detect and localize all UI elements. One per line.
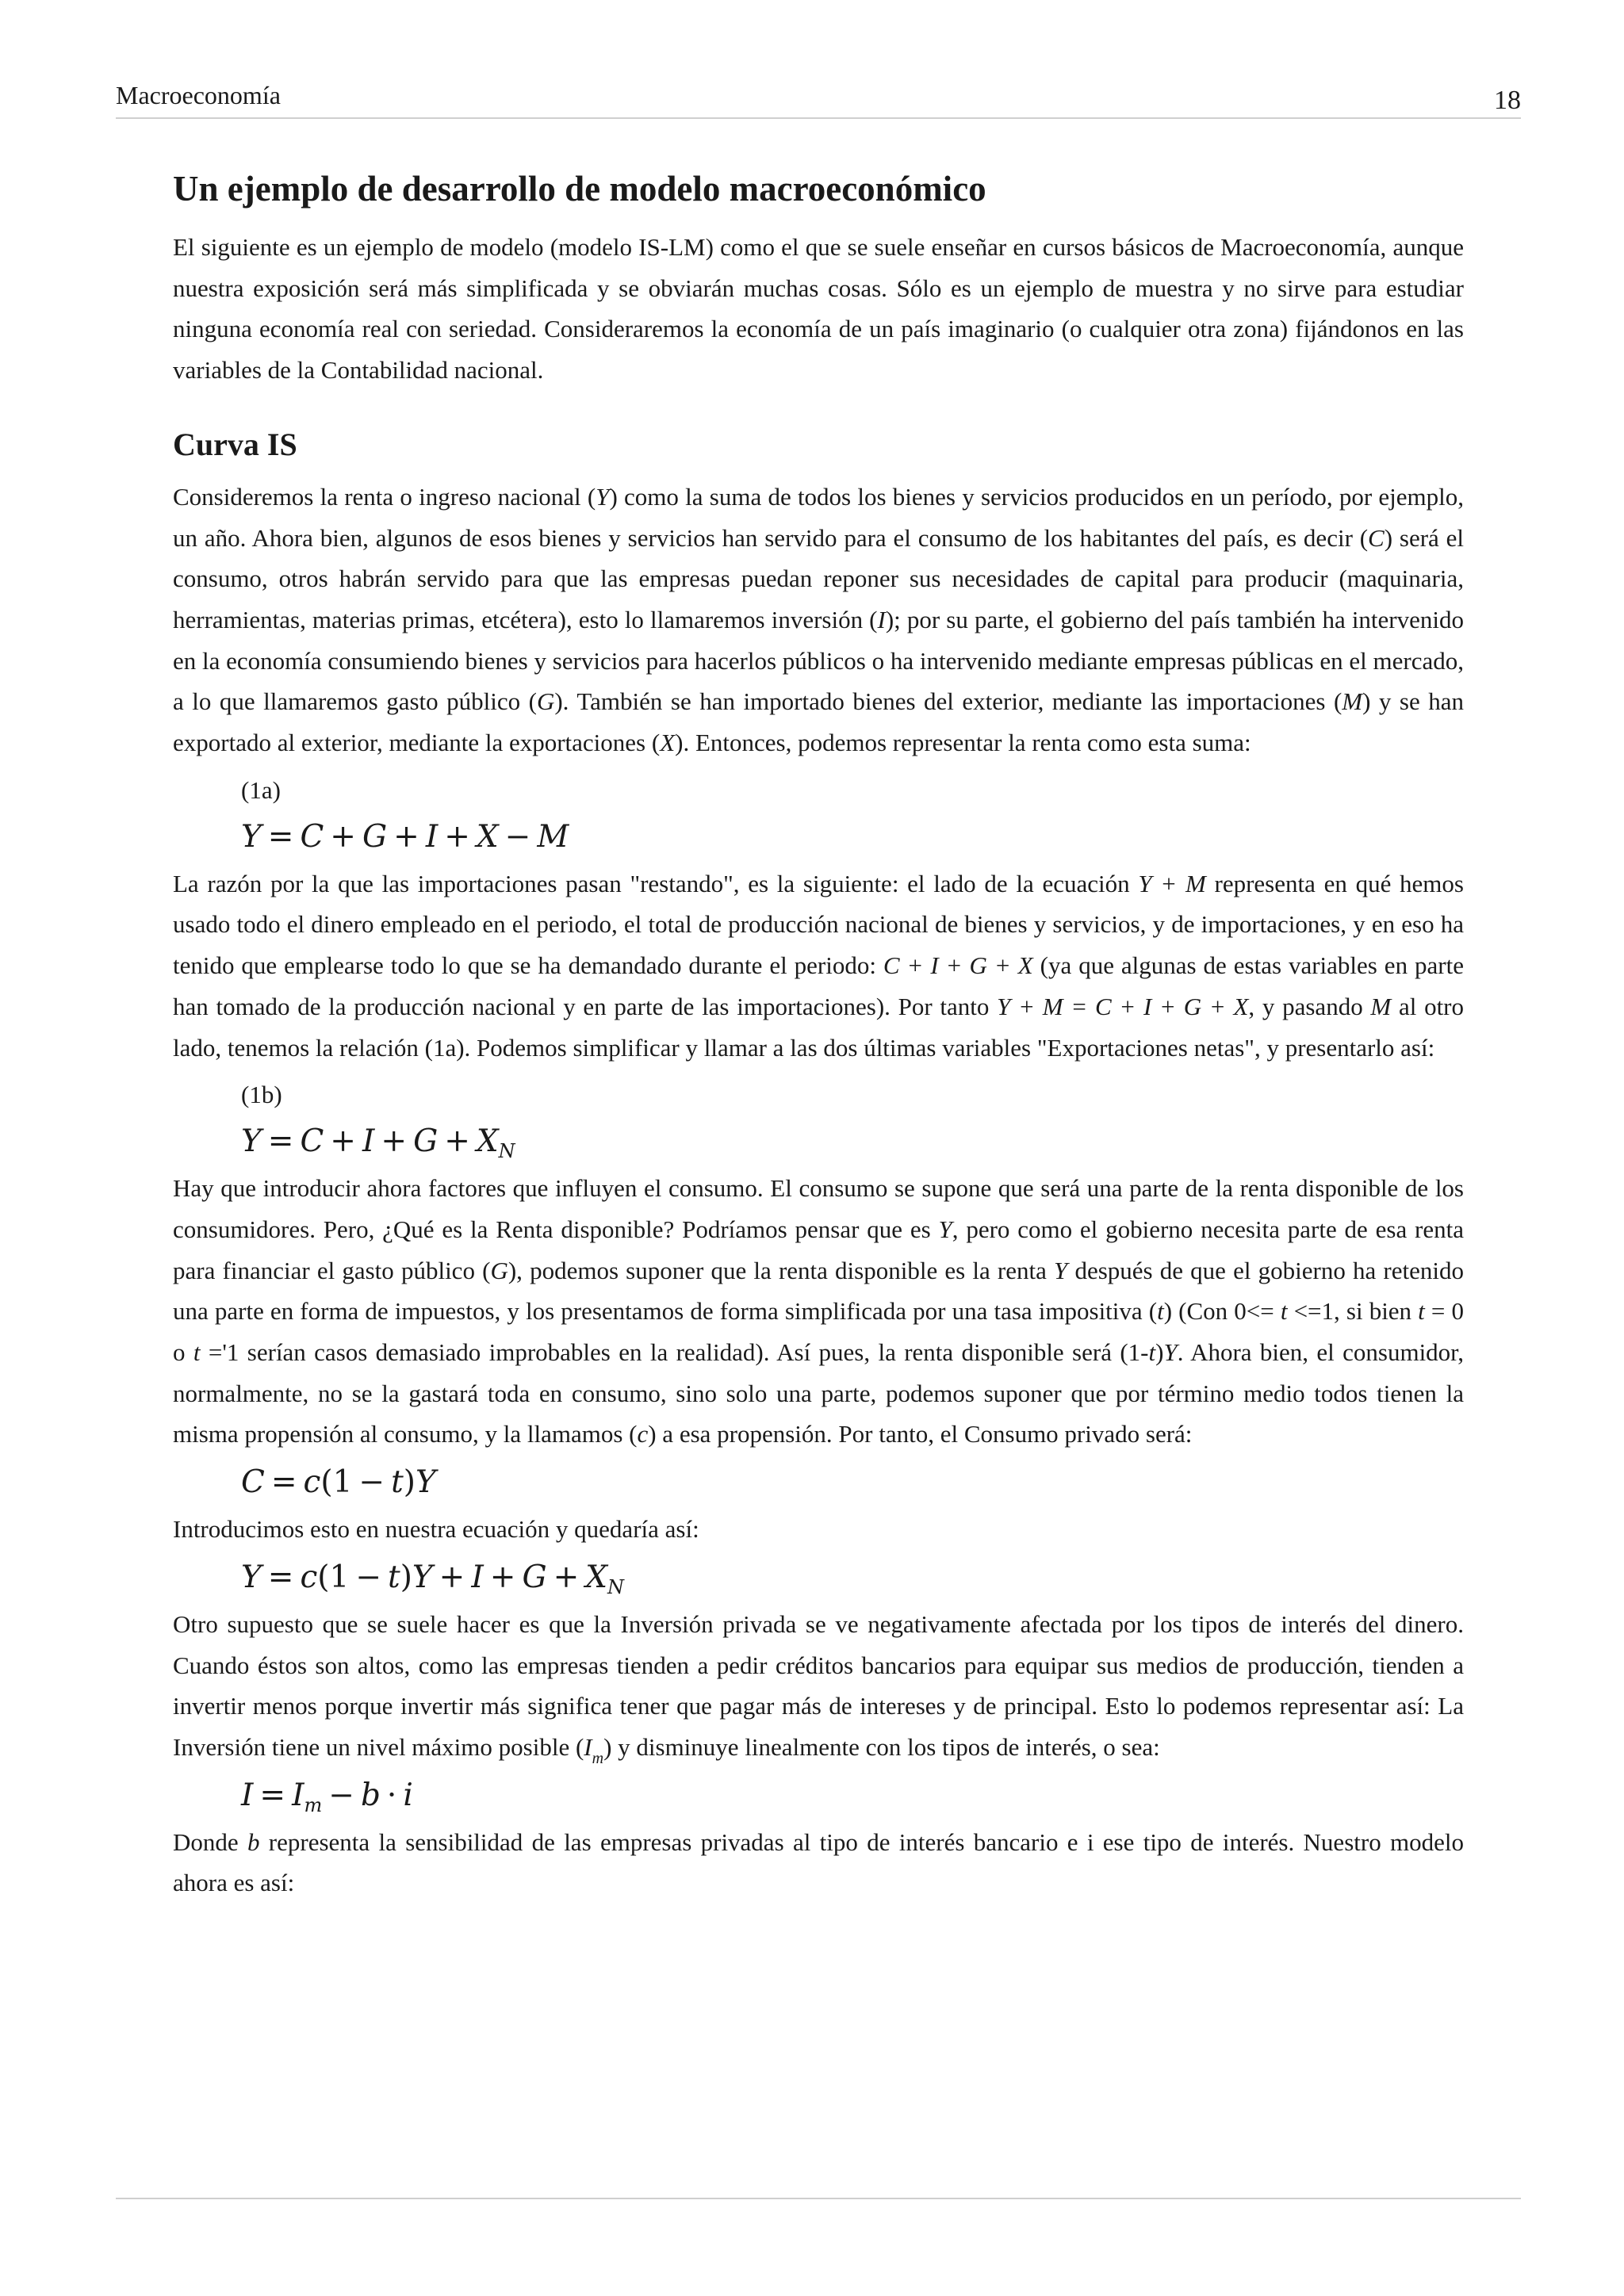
paragraph-sensibilidad: Donde b representa la sensibilidad de las empresas privadas al tipo de interés bancario e i ese tipo de interés. Nuestro modelo ahora es así: (173, 1827, 1464, 1897)
section-title: Un ejemplo de desarrollo de modelo macroeconómico (173, 169, 986, 209)
equation-inversion: $I = I_m - b \cdot i$ (241, 1777, 413, 1816)
equation-label-1a: (1a) (241, 775, 281, 804)
paragraph-renta: Consideremos la renta o ingreso nacional (Y) como la suma de todos los bienes y servicios producidos en un período, por ejemplo, un año. Ahora bien, algunos de esos bienes y servicios han servido para el consumo de los habitantes del país, es decir (C) será el consumo, otros habrán servido para que las empresas puedan reponer sus necesidades de capital para producir (maquinaria, herramientas, materias primas, etcétera), esto lo llamaremos inversión (I); por su parte, el gobierno del país también ha intervenido en la economía consumiendo bienes y servicios para hacerlos públicos o ha intervenido mediante empresas públicas en el mercado, a lo que llamaremos gasto público (G). También se han importado bienes del exterior, mediante las importaciones (M) y se han exportado al exterior, mediante la exportaciones (X). Entonces, podemos representar la renta como esta suma: (173, 482, 1464, 757)
page-header (116, 81, 1521, 119)
paragraph-consumo: Hay que introducir ahora factores que influyen el consumo. El consumo se supone que será una parte de la renta disponible de los consumidores. Pero, ¿Qué es la Renta disponible? Podríamos pensar que es Y, pero como el gobierno necesita parte de esa renta para financiar el gasto público (G), podemos suponer que la renta disponible es la renta Y después de que el gobierno ha retenido una parte en forma de impuestos, y los presentamos de forma simplificada por una tasa impositiva (t) (Con 0<= t <=1, si bien t = 0 o t ='1 serían casos demasiado improbables en la realidad). Así pues, la renta disponible será (1-t)Y. Ahora bien, el consumidor, normalmente, no se la gastará toda en consumo, sino solo una parte, podemos suponer que por término medio todos tienen la misma propensión al consumo, y la llamamos (c) a esa propensión. Por tanto, el Consumo privado será: (173, 1174, 1465, 1448)
page-number: 18 (1494, 86, 1521, 115)
intro-paragraph: El siguiente es un ejemplo de modelo (modelo IS-LM) como el que se suele enseñar en cursos básicos de Macroeconomía, aunque nuestra exposición será más simplificada y se obviarán muchas cosas. Sólo es un ejemplo de muestra y no sirve para estudiar ninguna economía real con seriedad. Consideraremos la economía de un país imaginario (o cualquier otra zona) fijándonos en las variables de la Contabilidad nacional. (173, 233, 1464, 385)
footer-divider (116, 2198, 1521, 2199)
equation-1b: $Y = C + I + G + X_N$ (241, 1123, 515, 1163)
header-title: Macroeconomía (116, 81, 281, 109)
equation-label-1b: (1b) (241, 1081, 282, 1109)
equation-consumo: C = c(1 − t)Y (241, 1464, 436, 1501)
paragraph-introducimos: Introducimos esto en nuestra ecuación y quedaría así: (173, 1515, 699, 1544)
equation-1a: Y = C + G + I + X − M (241, 818, 569, 855)
paragraph-importaciones: La razón por la que las importaciones pasan "restando", es la siguiente: el lado de la ecuación Y + M representa en qué hemos usado todo el dinero empleado en el periodo, el total de producción nacional de bienes y servicios, y de importaciones, y en eso ha tenido que emplearse todo lo que se ha demandado durante el periodo: C + I + G + X (ya que algunas de estas variables en parte han tomado de la producción nacional y en parte de las importaciones). Por tanto Y + M = C + I + G + X, y pasando M al otro lado, tenemos la relación (1a). Podemos simplificar y llamar a las dos últimas variables "Exportaciones netas", y presentarlo así: (173, 869, 1465, 1062)
subsection-title: Curva IS (173, 426, 297, 462)
equation-renta-consumo: $Y = c(1 - t)Y + I + G + X_N$ (241, 1559, 625, 1598)
article-body (173, 165, 1464, 1904)
paragraph-inversion: Otro supuesto que se suele hacer es que la Inversión privada se ve negativamente afectada por los tipos de interés del dinero. Cuando éstos son altos, como las empresas tienden a pedir créditos bancarios para equipar sus medios de producción, tienden a invertir menos porque invertir más significa tener que pagar más de intereses y de principal. Esto lo podemos representar así: La Inversión tiene un nivel máximo posible $(I_m)$ y disminuye linealmente con los tipos de interés, o sea: (173, 1609, 1464, 1767)
